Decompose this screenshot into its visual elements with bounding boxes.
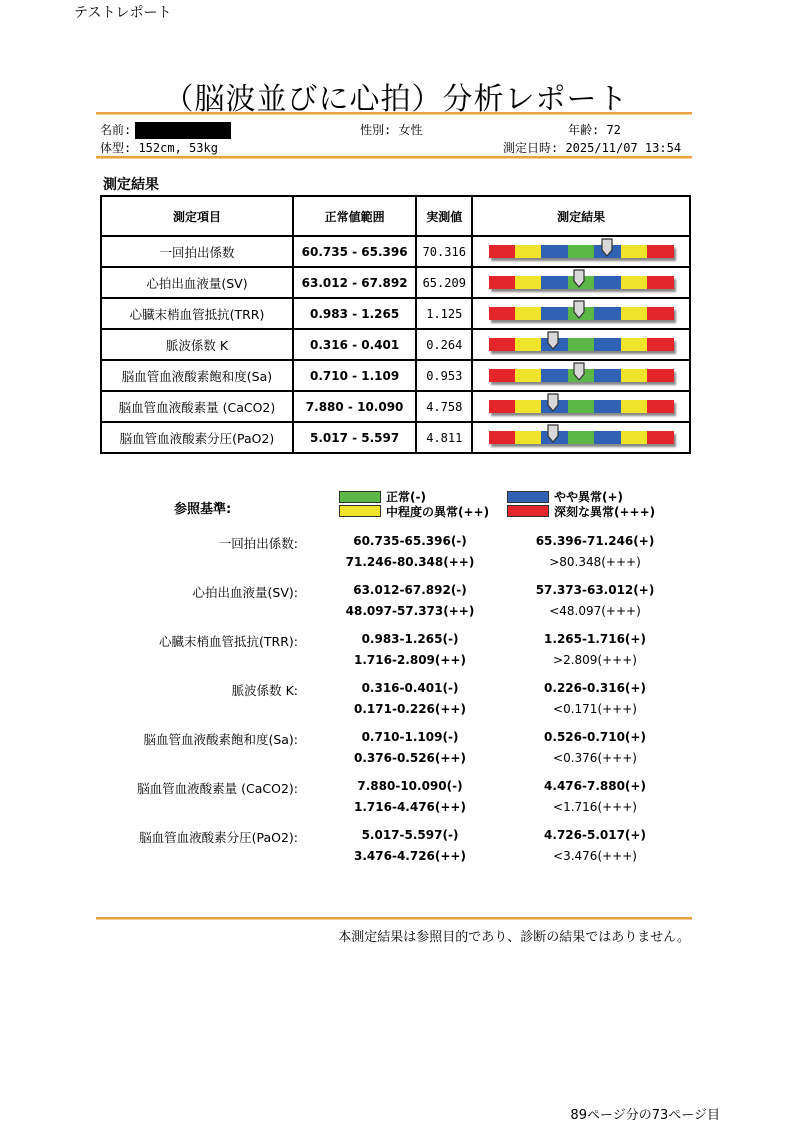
gauge-segment: [515, 276, 541, 289]
reference-slight: 1.265-1.716(+): [544, 632, 646, 646]
table-row: [101, 391, 690, 422]
gauge-segment: [489, 245, 515, 258]
name-label: 名前:: [100, 123, 132, 137]
reference-normal: 63.012-67.892(-): [353, 583, 467, 597]
value-cell: 4.811: [416, 422, 472, 453]
item-cell: 一回拍出係数: [101, 236, 293, 267]
gauge-segment: [568, 400, 594, 413]
table-row: [101, 329, 690, 360]
reference-normal: 7.880-10.090(-): [357, 779, 463, 793]
value-cell: 4.758: [416, 391, 472, 422]
gauge-segment: [489, 369, 515, 382]
table-row: [101, 360, 690, 391]
section-title: 測定結果: [103, 177, 159, 193]
gauge-pointer-icon: [547, 331, 559, 350]
table-row: [101, 422, 690, 453]
gauge-segment: [594, 369, 620, 382]
col-header-value: 実測値: [416, 196, 472, 236]
gauge-segment: [541, 276, 567, 289]
reference-moderate: 3.476-4.726(++): [354, 849, 466, 863]
gauge-segment: [515, 338, 541, 351]
gauge-pointer-icon: [573, 300, 585, 319]
gauge-segment: [515, 307, 541, 320]
gauge-segment: [489, 276, 515, 289]
gauge-segment: [647, 276, 673, 289]
item-cell: 脳血管血液酸素量 (CaCO2): [101, 391, 293, 422]
legend-title: 参照基準:: [174, 502, 232, 517]
result-cell: [472, 329, 690, 360]
gauge-segment: [594, 338, 620, 351]
date-field: 測定日時: 2025/11/07 13:54: [503, 141, 682, 155]
gauge-segment: [568, 338, 594, 351]
gauge-segment: [489, 400, 515, 413]
reference-label: 脳血管血液酸素飽和度(Sa):: [143, 732, 298, 747]
value-cell: 65.209: [416, 267, 472, 298]
reference-slight: 65.396-71.246(+): [535, 534, 655, 548]
reference-label: 脈波係数 K:: [231, 683, 298, 698]
gauge-segment: [515, 431, 541, 444]
reference-label: 一回拍出係数:: [218, 536, 298, 551]
value-cell: 1.125: [416, 298, 472, 329]
gauge-segment: [594, 276, 620, 289]
reference-severe: <48.097(+++): [549, 604, 641, 618]
gauge-pointer-icon: [601, 238, 613, 257]
reference-normal: 5.017-5.597(-): [361, 828, 459, 842]
gauge-segment: [594, 431, 620, 444]
result-cell: [472, 236, 690, 267]
reference-label: 脳血管血液酸素分圧(PaO2):: [139, 830, 298, 845]
gauge-segment: [621, 307, 647, 320]
reference-slight: 57.373-63.012(+): [535, 583, 655, 597]
legend-swatch-severe: [507, 505, 549, 517]
result-cell: [472, 298, 690, 329]
page-counter: 89ページ分の73ページ目: [570, 1108, 720, 1123]
reference-severe: >80.348(+++): [549, 555, 641, 569]
results-table: [100, 195, 691, 454]
reference-severe: <3.476(+++): [553, 849, 637, 863]
reference-slight: 0.526-0.710(+): [544, 730, 646, 744]
col-header-range: 正常値範囲: [293, 196, 416, 236]
item-cell: 脳血管血液酸素分圧(PaO2): [101, 422, 293, 453]
gauge-segment: [568, 245, 594, 258]
gauge-segment: [489, 431, 515, 444]
title-divider: [96, 112, 692, 115]
reference-severe: <0.171(+++): [553, 702, 637, 716]
reference-moderate: 1.716-4.476(++): [354, 800, 466, 814]
gauge-segment: [568, 431, 594, 444]
item-cell: 心拍出血液量(SV): [101, 267, 293, 298]
reference-severe: <1.716(+++): [553, 800, 637, 814]
legend-swatch-slight: [507, 491, 549, 503]
reference-label: 心拍出血液量(SV):: [192, 585, 298, 600]
reference-normal: 60.735-65.396(-): [353, 534, 467, 548]
gauge-segment: [594, 400, 620, 413]
table-row: [101, 236, 690, 267]
gauge-pointer-icon: [547, 393, 559, 412]
table-row: [101, 298, 690, 329]
table-row: [101, 267, 690, 298]
gauge-segment: [515, 369, 541, 382]
gauge-segment: [515, 400, 541, 413]
footer-divider: [96, 917, 692, 920]
reference-moderate: 1.716-2.809(++): [354, 653, 466, 667]
gauge-segment: [647, 431, 673, 444]
range-cell: 0.983 - 1.265: [293, 298, 416, 329]
result-cell: [472, 267, 690, 298]
reference-slight: 4.726-5.017(+): [544, 828, 646, 842]
gauge-segment: [621, 245, 647, 258]
gauge-segment: [647, 369, 673, 382]
gauge-segment: [621, 431, 647, 444]
gauge-segment: [489, 338, 515, 351]
body-field: 体型: 152cm, 53kg: [100, 141, 218, 155]
name-redaction: [135, 122, 231, 139]
result-cell: [472, 391, 690, 422]
gauge-segment: [647, 400, 673, 413]
reference-severe: <0.376(+++): [553, 751, 637, 765]
value-cell: 0.264: [416, 329, 472, 360]
page-title: （脳波並びに心拍）分析レポート: [163, 82, 629, 117]
range-cell: 60.735 - 65.396: [293, 236, 416, 267]
gauge-segment: [647, 307, 673, 320]
result-cell: [472, 360, 690, 391]
item-cell: 脈波係数 K: [101, 329, 293, 360]
reference-normal: 0.710-1.109(-): [361, 730, 459, 744]
range-cell: 63.012 - 67.892: [293, 267, 416, 298]
legend-swatch-normal: [339, 491, 381, 503]
gauge-segment: [594, 307, 620, 320]
disclaimer-note: 本測定結果は参照目的であり、診断の結果ではありません。: [338, 930, 690, 945]
gauge-segment: [647, 338, 673, 351]
gauge-segment: [647, 245, 673, 258]
gauge-segment: [621, 276, 647, 289]
gauge-segment: [541, 307, 567, 320]
age-field: 年齢: 72: [568, 123, 621, 137]
value-cell: 0.953: [416, 360, 472, 391]
result-gauge: [489, 276, 674, 289]
result-gauge: [489, 245, 674, 258]
gauge-segment: [541, 245, 567, 258]
reference-slight: 0.226-0.316(+): [544, 681, 646, 695]
result-gauge: [489, 431, 674, 444]
col-header-result: 測定結果: [472, 196, 690, 236]
result-cell: [472, 422, 690, 453]
legend-severe: 深刻な異常(+++): [554, 505, 656, 519]
reference-moderate: 0.171-0.226(++): [354, 702, 466, 716]
reference-label: 脳血管血液酸素量 (CaCO2):: [137, 781, 298, 796]
reference-normal: 0.316-0.401(-): [361, 681, 459, 695]
gauge-pointer-icon: [547, 424, 559, 443]
legend-slight: やや異常(+): [554, 490, 624, 504]
gauge-pointer-icon: [573, 269, 585, 288]
legend-normal: 正常(-): [386, 490, 426, 504]
table-header-row: [101, 196, 690, 236]
legend-swatch-moderate: [339, 505, 381, 517]
value-cell: 70.316: [416, 236, 472, 267]
reference-severe: >2.809(+++): [553, 653, 637, 667]
header-tag: テストレポート: [74, 5, 172, 21]
col-header-item: 測定項目: [101, 196, 293, 236]
gauge-segment: [621, 338, 647, 351]
result-gauge: [489, 369, 674, 382]
name-field: [100, 121, 231, 139]
reference-label: 心臓末梢血管抵抗(TRR):: [159, 634, 298, 649]
result-gauge: [489, 307, 674, 320]
gauge-segment: [515, 245, 541, 258]
gauge-segment: [541, 369, 567, 382]
range-cell: 7.880 - 10.090: [293, 391, 416, 422]
reference-moderate: 48.097-57.373(++): [345, 604, 475, 618]
gauge-segment: [489, 307, 515, 320]
result-gauge: [489, 338, 674, 351]
item-cell: 脳血管血液酸素飽和度(Sa): [101, 360, 293, 391]
sex-field: 性別: 女性: [360, 123, 423, 137]
result-gauge: [489, 400, 674, 413]
reference-slight: 4.476-7.880(+): [544, 779, 646, 793]
gauge-pointer-icon: [573, 362, 585, 381]
gauge-segment: [621, 400, 647, 413]
range-cell: 0.316 - 0.401: [293, 329, 416, 360]
reference-moderate: 71.246-80.348(++): [345, 555, 475, 569]
reference-normal: 0.983-1.265(-): [361, 632, 459, 646]
legend-moderate: 中程度の異常(++): [386, 505, 490, 519]
info-divider: [96, 156, 692, 159]
gauge-segment: [621, 369, 647, 382]
range-cell: 5.017 - 5.597: [293, 422, 416, 453]
range-cell: 0.710 - 1.109: [293, 360, 416, 391]
reference-moderate: 0.376-0.526(++): [354, 751, 466, 765]
item-cell: 心臓末梢血管抵抗(TRR): [101, 298, 293, 329]
